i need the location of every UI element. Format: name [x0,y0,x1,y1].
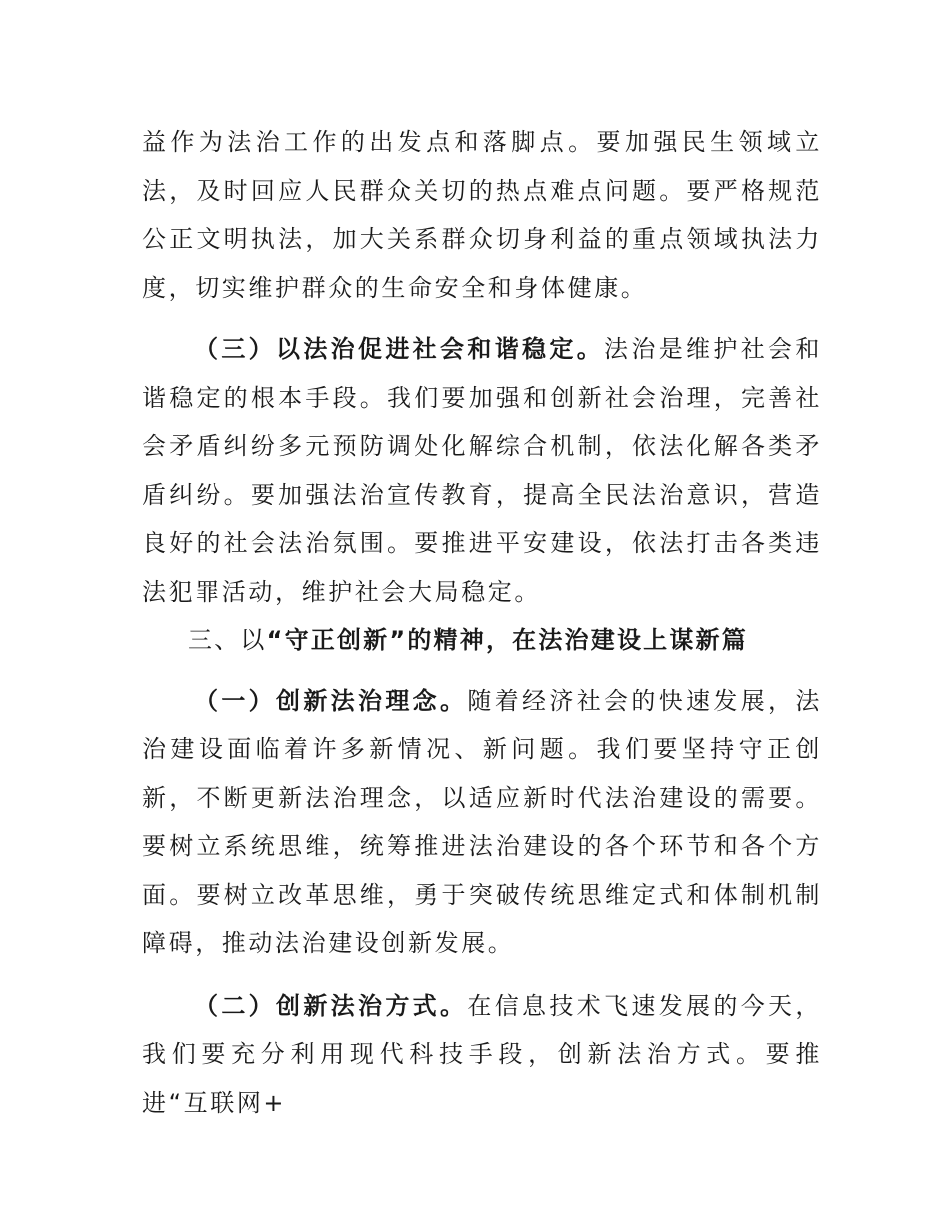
section-heading-title: “守正创新”的精神，在法治建设上谋新篇 [266,626,748,654]
paragraph-lead: （三）以法治促进社会和谐稳定。 [194,335,605,363]
paragraph-text: 法治是维护社会和谐稳定的根本手段。我们要加强和创新社会治理，完善社会矛盾纠纷多元预防调处化解综合机制，依法化解各类矛盾纠纷。要加强法治宣传教育，提高全民法治意识，营造良好的社会法治氛围。要推进平安建设，依法打击各类违法犯罪活动，维护社会大局稳定。 [142,335,822,606]
paragraph-lead: （二）创新法治方式。 [194,991,468,1020]
paragraph-innovate-method [142,982,822,1128]
section-heading-prefix: 三、以 [188,626,267,654]
section-heading-three [142,616,822,665]
paragraph-innovate-concept [142,677,822,968]
paragraph-social-harmony [142,325,822,616]
paragraph-text: 在信息技术飞速发展的今天，我们要充分利用现代科技手段，创新法治方式。要推进“互联网+ [142,991,822,1117]
paragraph-text: 随着经济社会的快速发展，法治建设面临着许多新情况、新问题。我们要坚持守正创新，不断更新法治理念，以适应新时代法治建设的需要。要树立系统思维，统筹推进法治建设的各个环节和各个方面。要树立改革思维，勇于突破传统思维定式和体制机制障碍，推动法治建设创新发展。 [142,686,822,957]
paragraph-lead: （一）创新法治理念。 [194,686,468,715]
document-body [142,118,822,1127]
paragraph-text: 益作为法治工作的出发点和落脚点。要加强民生领域立法，及时回应人民群众关切的热点难点问题。要严格规范公正文明执法，加大关系群众切身利益的重点领域执法力度，切实维护群众的生命安全和身体健康。 [142,128,822,302]
paragraph-continuation [142,118,822,312]
